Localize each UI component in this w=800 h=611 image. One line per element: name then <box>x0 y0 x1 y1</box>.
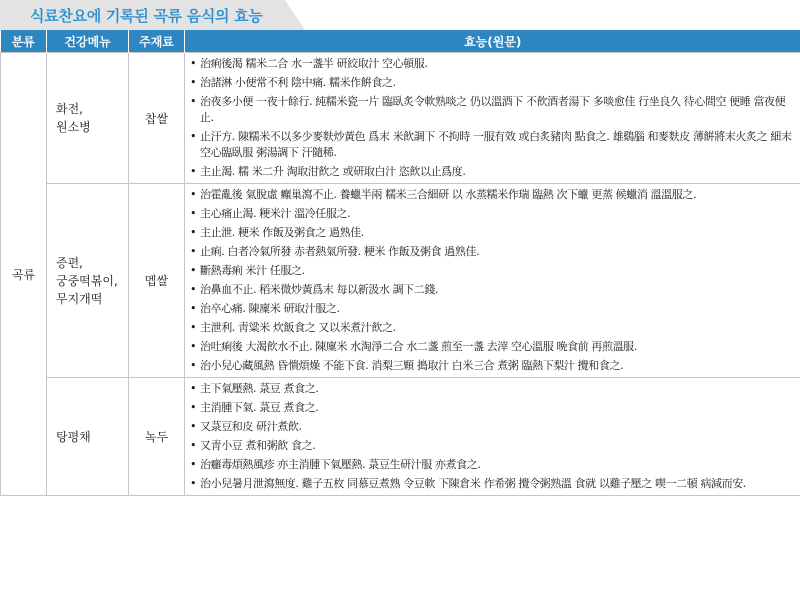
effect-item: • 治小兒心藏風熱 昏憒煩燥 不能下食. 消梨三顆 搗取汁 白米三合 煮粥 臨熱下梨汁 攪和食之. <box>190 358 798 374</box>
header-ingredient: 주재료 <box>129 30 185 53</box>
effect-item: • 斷熱毒痢 米汁 任服之. <box>190 263 798 279</box>
effect-item: • 治諸淋 小便常不利 陰中痛. 糯米作餠食之. <box>190 75 798 91</box>
effect-item: • 治夜多小便 一夜十餘行. 純糯米瓷一片 臨臥炙令軟熟啖之 仍以溫酒下 不飮酒者湯下 多啖愈佳 行坐良久 待心間空 便睡 當夜便止. <box>190 94 798 126</box>
effect-cell <box>185 184 800 378</box>
effect-item: • 治吐痢後 大渴飮水不止. 陳廩米 水淘淨二合 水二盞 煎至一盞 去滓 空心溫服 晩食前 再煎溫服. <box>190 339 798 355</box>
page-title: 식료찬요에 기록된 곡류 음식의 효능 <box>30 7 263 25</box>
effect-item: • 主止泄. 粳米 作飯及粥食之 過熟佳. <box>190 225 798 241</box>
effect-item: • 止汗方. 陳糯米不以多少麥麩炒黃色 爲末 米飮調下 不拘時 一服有效 或白炙豬肉 點食之. 雄鷄腦 和麥麩皮 薄餠將末火炙之 細末 空心臨臥服 粥湯調下 汗隨稀. <box>190 129 798 161</box>
menu-cell <box>47 184 129 378</box>
header-row <box>1 30 800 53</box>
menu-line: 무지개떡 <box>56 291 103 306</box>
effect-item: • 治癰毒煩熱風疹 亦主消腫下氣壓熱. 菉豆生研汁服 亦煮食之. <box>190 457 798 473</box>
effect-item: • 又菉豆和皮 研汁煮飮. <box>190 419 798 435</box>
header-effect: 효능(원문) <box>185 30 800 53</box>
title-tab-shape <box>305 0 800 30</box>
effect-item: • 治卒心痛. 陳廩米 研取汁服之. <box>190 301 798 317</box>
effect-item: • 止痢. 白者冷氣所發 赤者熱氣所發. 粳米 作飯及粥食 過熟佳. <box>190 244 798 260</box>
menu-line: 증편, <box>56 255 83 270</box>
effect-item: • 主下氣壓熱. 菉豆 煮食之. <box>190 381 798 397</box>
effect-item: • 主消腫下氣. 菉豆 煮食之. <box>190 400 798 416</box>
header-menu: 건강메뉴 <box>47 30 129 53</box>
effect-item: • 主止渴. 糯 米二升 淘取泔飮之 或研取白汁 恣飮以止爲度. <box>190 164 798 180</box>
menu-cell <box>47 53 129 184</box>
effect-item: • 治痢後渴 糯米二合 水一盞半 研絞取汁 空心頓服. <box>190 56 798 72</box>
table-row <box>1 378 800 496</box>
menu-line: 원소병 <box>56 120 91 134</box>
effect-item: • 治鼻血不止. 稻米微炒黃爲末 每以新汲水 調下二錢. <box>190 282 798 298</box>
header-category: 분류 <box>1 30 47 53</box>
category-cell: 곡류 <box>1 53 47 496</box>
table-row <box>1 184 800 378</box>
menu-line: 탕평채 <box>56 429 91 444</box>
menu-line: 화전, <box>56 102 83 116</box>
effect-item: • 又靑小豆 煮和粥飮 食之. <box>190 438 798 454</box>
effect-cell <box>185 378 800 496</box>
effect-cell <box>185 53 800 184</box>
effect-item: • 治小兒暑月泄瀉無度. 雞子五枚 同慕豆煮熟 令豆軟 下陳倉米 作希粥 攪令粥熟溫 食就 以雞子壓之 喫一二頓 病減而安. <box>190 476 798 492</box>
effect-item: • 主心痛止渴. 粳米汁 溫冷任服之. <box>190 206 798 222</box>
ingredient-cell: 녹두 <box>129 378 185 496</box>
menu-line: 궁중떡볶이, <box>56 273 118 288</box>
table-row <box>1 53 800 184</box>
menu-cell <box>47 378 129 496</box>
efficacy-table <box>0 30 800 496</box>
effect-item: • 治霍亂後 氣脫虛 癲巢瀉不止. 養蠟半兩 糯米三合細研 以 水蒸糯米作瑞 臨熱 次下蠟 更蒸 候蠟消 溫溫服之. <box>190 187 798 203</box>
ingredient-cell: 찹쌀 <box>129 53 185 184</box>
title-bar <box>0 0 800 30</box>
ingredient-cell: 멥쌀 <box>129 184 185 378</box>
effect-item: • 主泄利. 靑粱米 炊飯食之 又以米煮汁飮之. <box>190 320 798 336</box>
